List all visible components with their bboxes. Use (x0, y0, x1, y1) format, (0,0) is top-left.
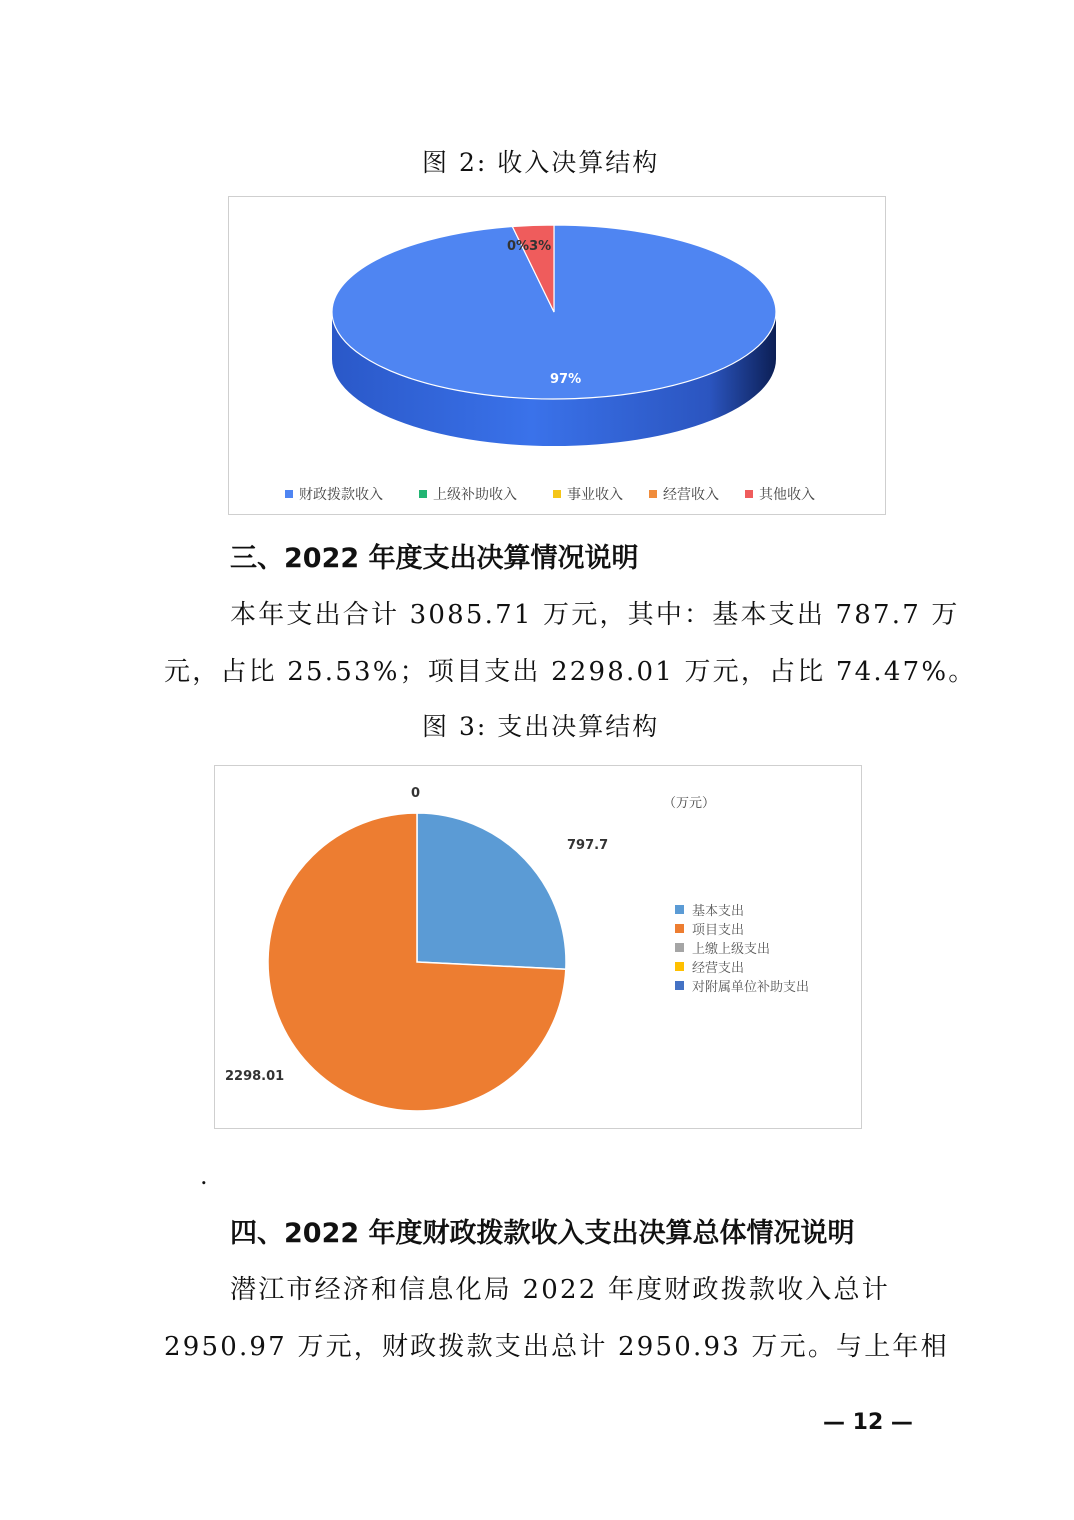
legend-item-other-income: 其他收入 (745, 484, 815, 504)
section-3-paragraph-line-2: 元，占比 25.53%；项目支出 2298.01 万元，占比 74.47%。 (164, 657, 977, 687)
legend-swatch-icon (675, 905, 684, 914)
page-number: — 12 — (823, 1410, 913, 1435)
legend-item-operating-income: 经营收入 (649, 484, 719, 504)
expenditure-slice-0 (417, 813, 566, 969)
legend-item-superior-subsidy: 上级补助收入 (419, 484, 517, 504)
income-label-fiscal: 97% (550, 372, 582, 387)
section-3-paragraph-line-1: 本年支出合计 3085.71 万元，其中：基本支出 787.7 万 (230, 600, 960, 630)
expenditure-structure-chart (214, 765, 862, 1129)
legend-item-project-expenditure: 项目支出 (675, 919, 744, 938)
legend-swatch-icon (419, 490, 427, 498)
section-4-paragraph-line-2: 2950.97 万元，财政拨款支出总计 2950.93 万元。与上年相 (164, 1332, 949, 1362)
legend-swatch-icon (285, 490, 293, 498)
legend-swatch-icon (745, 490, 753, 498)
expenditure-label-zero: 0 (411, 786, 421, 801)
stray-dot: . (200, 1162, 208, 1190)
legend-item-operating-expenditure: 经营支出 (675, 957, 744, 976)
income-pie-svg (229, 197, 885, 514)
legend-swatch-icon (675, 981, 684, 990)
figure-3-caption: 图 3: 支出决算结构 (422, 712, 660, 741)
section-4-heading: 四、2022 年度财政拨款收入支出决算总体情况说明 (230, 1218, 855, 1249)
section-4-paragraph-line-1: 潜江市经济和信息化局 2022 年度财政拨款收入总计 (230, 1275, 890, 1305)
section-3-heading: 三、2022 年度支出决算情况说明 (230, 543, 639, 574)
legend-swatch-icon (675, 943, 684, 952)
income-structure-chart (228, 196, 886, 515)
legend-swatch-icon (675, 962, 684, 971)
legend-item-business-income: 事业收入 (553, 484, 623, 504)
legend-item-remit-superior: 上缴上级支出 (675, 938, 770, 957)
figure-2-caption: 图 2: 收入决算结构 (422, 148, 660, 177)
legend-item-subsidiary-subsidy: 对附属单位补助支出 (675, 976, 809, 995)
expenditure-label-project: 2298.01 (225, 1069, 285, 1084)
expenditure-unit-label: （万元） (663, 796, 716, 811)
income-label-small-slices: 0%3% (507, 239, 552, 254)
legend-swatch-icon (675, 924, 684, 933)
legend-item-fiscal-income: 财政拨款收入 (285, 484, 383, 504)
legend-swatch-icon (649, 490, 657, 498)
legend-item-basic-expenditure: 基本支出 (675, 900, 744, 919)
expenditure-label-basic: 797.7 (567, 838, 609, 853)
legend-swatch-icon (553, 490, 561, 498)
